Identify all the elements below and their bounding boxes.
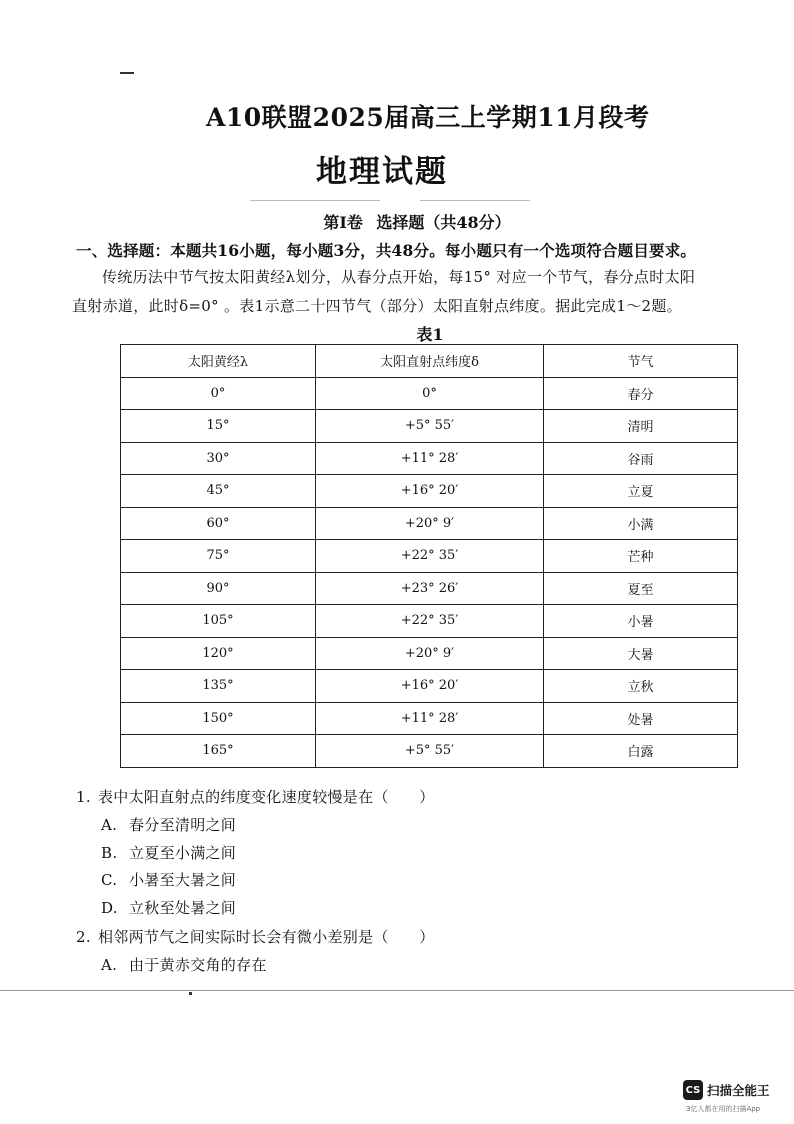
header-term: 节气 (544, 345, 738, 378)
cell-latitude: +20° 9′ (316, 637, 544, 670)
cell-term: 夏至 (544, 572, 738, 605)
cell-latitude: +5° 55′ (316, 410, 544, 443)
table-row (121, 702, 738, 735)
section-name: 选择题（共48分） (376, 213, 511, 232)
table-header-row (121, 345, 738, 378)
cell-term: 谷雨 (544, 442, 738, 475)
cell-longitude: 150° (121, 702, 316, 735)
option-letter: A. (101, 956, 118, 974)
table-row (121, 670, 738, 703)
cell-longitude: 45° (121, 475, 316, 508)
cell-latitude: +11° 28′ (316, 702, 544, 735)
cell-term: 春分 (544, 377, 738, 410)
option-letter: D. (101, 899, 118, 917)
cell-longitude: 105° (121, 605, 316, 638)
watermark-tagline: 3亿人都在用的扫描App (686, 1105, 761, 1113)
cell-latitude: +22° 35′ (316, 605, 544, 638)
table-row (121, 442, 738, 475)
section-title (0, 210, 794, 233)
header-latitude: 太阳直射点纬度δ (316, 345, 544, 378)
header-longitude: 太阳黄经λ (121, 345, 316, 378)
table-row (121, 735, 738, 768)
cell-longitude: 120° (121, 637, 316, 670)
cell-latitude: +22° 35′ (316, 540, 544, 573)
question-number: 1. (76, 788, 91, 806)
cell-longitude: 75° (121, 540, 316, 573)
solar-terms-table (120, 344, 738, 768)
cell-latitude: +20° 9′ (316, 507, 544, 540)
question-1 (76, 786, 435, 807)
option-text: 立秋至处暑之间 (129, 899, 237, 917)
passage (72, 263, 784, 321)
cell-latitude: +16° 20′ (316, 475, 544, 508)
cell-term: 白露 (544, 735, 738, 768)
divider (420, 200, 530, 201)
option-1b[interactable] (101, 842, 236, 863)
table-row (121, 507, 738, 540)
instruction: 一、选择题：本题共16小题，每小题3分，共48分。每小题只有一个选项符合题目要求。 (76, 241, 697, 260)
cell-latitude: +11° 28′ (316, 442, 544, 475)
option-letter: A. (101, 816, 118, 834)
option-2a[interactable] (101, 954, 267, 975)
cell-longitude: 30° (121, 442, 316, 475)
camscanner-icon: CS (683, 1080, 703, 1100)
question-2 (76, 926, 435, 947)
table-caption: 表1 (416, 325, 444, 344)
cell-longitude: 165° (121, 735, 316, 768)
cell-term: 立秋 (544, 670, 738, 703)
table-row (121, 377, 738, 410)
cell-term: 小满 (544, 507, 738, 540)
page-bottom-edge (0, 990, 794, 991)
table-row (121, 540, 738, 573)
cell-latitude: 0° (316, 377, 544, 410)
cell-term: 立夏 (544, 475, 738, 508)
subject-title: 地理试题 (316, 154, 448, 190)
option-text: 小暑至大暑之间 (129, 871, 237, 889)
cell-longitude: 60° (121, 507, 316, 540)
table-row (121, 637, 738, 670)
option-letter: C. (101, 871, 118, 889)
option-1d[interactable] (101, 897, 236, 918)
cell-latitude: +16° 20′ (316, 670, 544, 703)
scanner-watermark (683, 1080, 770, 1100)
option-text: 春分至清明之间 (129, 816, 237, 834)
cell-term: 清明 (544, 410, 738, 443)
option-1c[interactable] (101, 869, 236, 890)
table-row (121, 572, 738, 605)
cell-longitude: 90° (121, 572, 316, 605)
option-text: 由于黄赤交角的存在 (129, 956, 267, 974)
cell-term: 小暑 (544, 605, 738, 638)
option-letter: B. (101, 844, 118, 862)
volume-label: 第Ⅰ卷 (323, 213, 363, 232)
cell-term: 处暑 (544, 702, 738, 735)
cell-longitude: 15° (121, 410, 316, 443)
cell-term: 芒种 (544, 540, 738, 573)
passage-line: 传统历法中节气按太阳黄经λ划分，从春分点开始，每15° 对应一个节气，春分点时太阳 (102, 268, 696, 286)
divider (250, 200, 380, 201)
cell-longitude: 135° (121, 670, 316, 703)
cell-latitude: +5° 55′ (316, 735, 544, 768)
question-text: 表中太阳直射点的纬度变化速度较慢是在（ ） (98, 788, 435, 806)
scan-artifact (189, 992, 192, 995)
question-text: 相邻两节气之间实际时长会有微小差别是（ ） (98, 928, 435, 946)
scan-artifact (120, 72, 134, 74)
cell-longitude: 0° (121, 377, 316, 410)
table-row (121, 410, 738, 443)
cell-latitude: +23° 26′ (316, 572, 544, 605)
cell-term: 大暑 (544, 637, 738, 670)
table-body (121, 377, 738, 767)
exam-title: A10联盟2025届高三上学期11月段考 (206, 103, 650, 132)
option-1a[interactable] (101, 814, 236, 835)
table-row (121, 475, 738, 508)
option-text: 立夏至小满之间 (129, 844, 237, 862)
question-number: 2. (76, 928, 91, 946)
passage-line: 直射赤道，此时δ=0° 。表1示意二十四节气（部分）太阳直射点纬度。据此完成1～2题。 (72, 297, 682, 315)
watermark-name: 扫描全能王 (707, 1083, 770, 1098)
table-row (121, 605, 738, 638)
